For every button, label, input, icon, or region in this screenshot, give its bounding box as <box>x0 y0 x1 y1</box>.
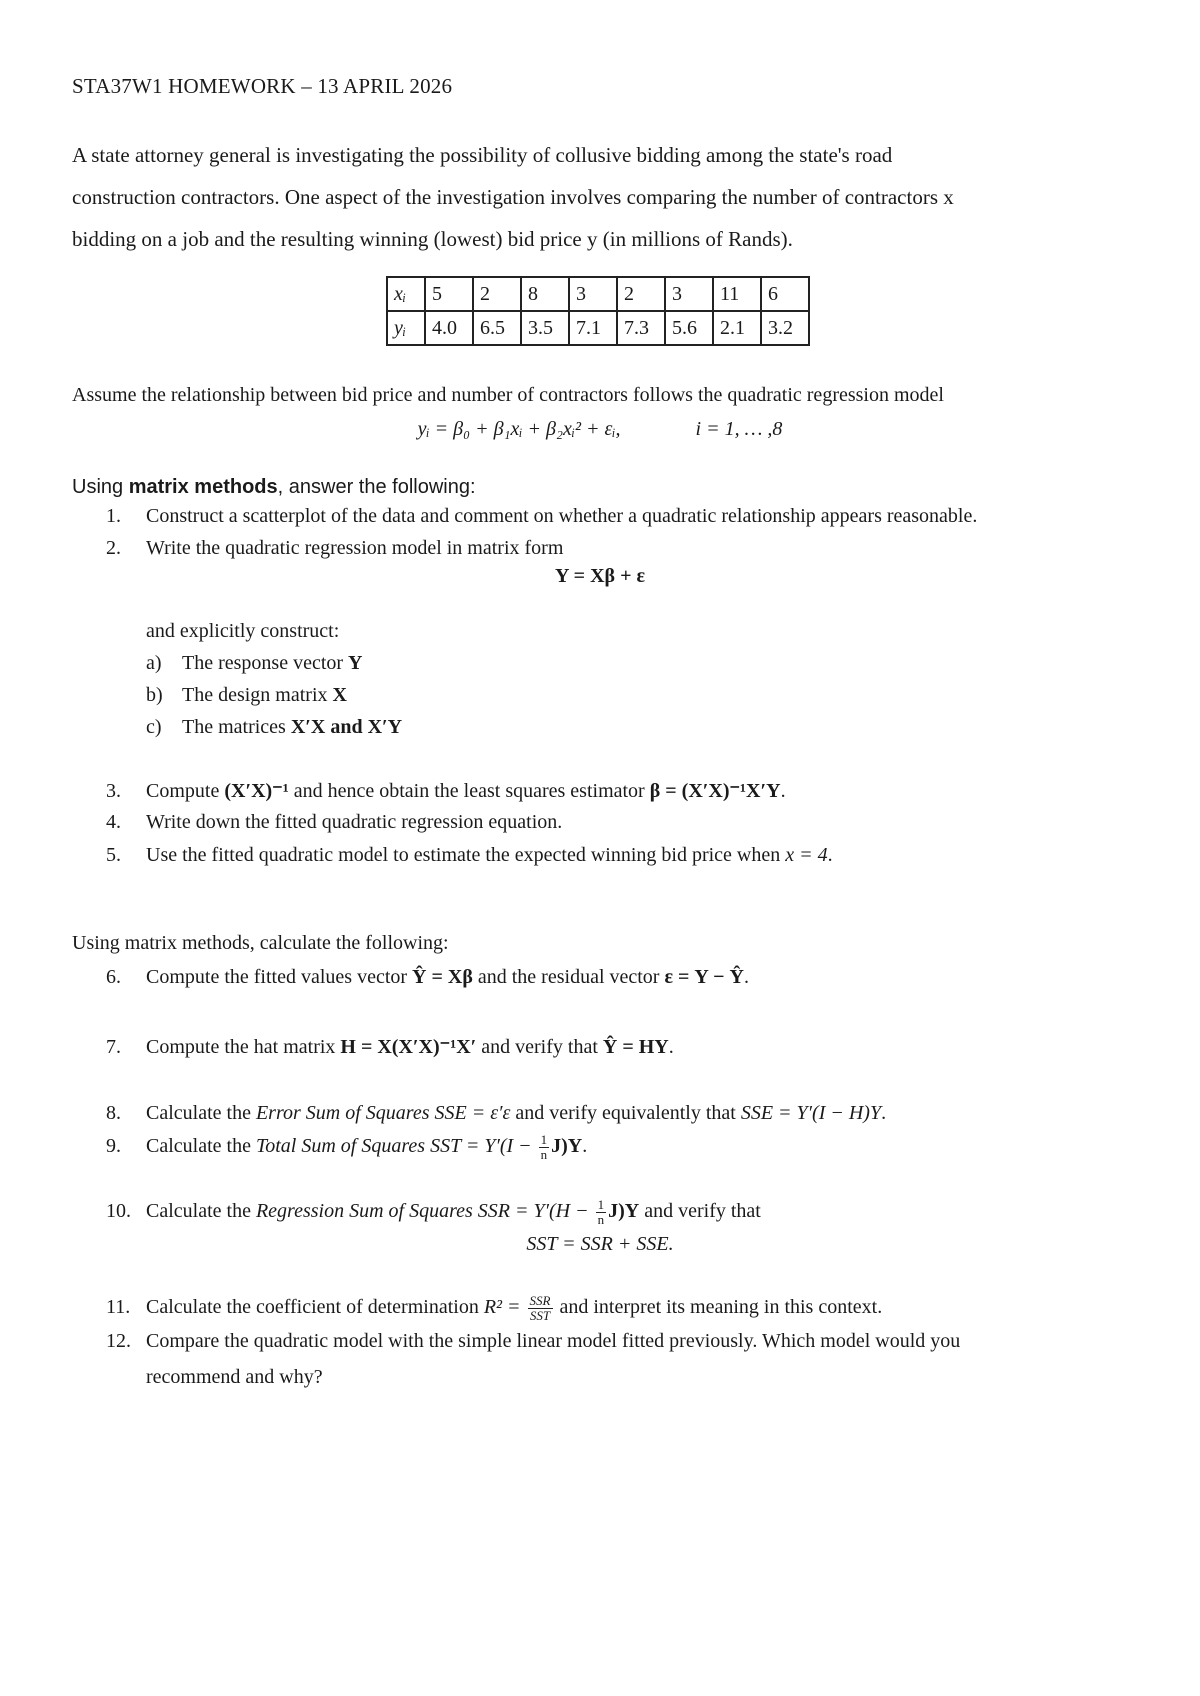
subpart-letter: c) <box>146 716 162 738</box>
question-text: Compute <box>146 780 225 802</box>
fraction-bottom: n <box>540 1147 548 1162</box>
question-text: . <box>780 780 786 802</box>
table-row-y <box>387 311 809 345</box>
question-4 <box>106 811 562 834</box>
table-row-x <box>387 277 809 311</box>
intro-line: bidding on a job and the resulting winning (lowest) bid price y (in millions of Rands). <box>72 227 793 251</box>
table-cell: 3.2 <box>761 311 809 345</box>
subpart-a <box>146 652 363 675</box>
question-2 <box>106 537 563 560</box>
section-a-tail: , answer the following: <box>277 476 476 498</box>
fraction-bottom: SST <box>529 1308 551 1323</box>
question-text: . <box>743 966 749 988</box>
intro-line: construction contractors. One aspect of the investigation involves comparing the number of contractors x <box>72 185 954 209</box>
math-ssr-tail: J)Y <box>608 1200 640 1223</box>
question-number: 7. <box>106 1036 121 1058</box>
question-text: . <box>881 1102 887 1124</box>
question-text: and the residual vector <box>472 966 665 988</box>
table-cell: 2 <box>473 277 521 311</box>
table-cell: 7.1 <box>569 311 617 345</box>
table-cell: 6.5 <box>473 311 521 345</box>
subpart-symbol: Y <box>348 652 363 674</box>
question-number: 1. <box>106 505 121 527</box>
question-number: 3. <box>106 780 121 802</box>
sum-of-squares-identity: SST = SSR + SSE. <box>526 1233 674 1255</box>
subpart-letter: a) <box>146 652 162 674</box>
question-number: 10. <box>106 1200 131 1223</box>
math-hat-matrix: H = X(X′X)⁻¹X′ <box>340 1036 477 1058</box>
question-11 <box>106 1294 882 1323</box>
question-text: Calculate the <box>146 1200 256 1223</box>
question-text: . <box>668 1036 674 1058</box>
question-10 <box>106 1198 761 1227</box>
math-sse: SSE = ε′ε <box>429 1102 511 1124</box>
subpart-symbol: X′X and X′Y <box>290 716 403 738</box>
question-3 <box>106 778 786 803</box>
question-8 <box>106 1102 886 1125</box>
question-text: Calculate the <box>146 1102 256 1124</box>
question-text: and verify that <box>639 1200 761 1223</box>
section-b-heading: Using matrix methods, calculate the following: <box>72 932 449 954</box>
document-title: STA37W1 HOMEWORK – 13 APRIL 2026 <box>72 74 453 98</box>
table-cell: 3 <box>569 277 617 311</box>
question-text: Compare the quadratic model with the simple linear model fitted previously. Which model would you <box>146 1330 961 1352</box>
math-hy: Ŷ = HY <box>602 1036 669 1058</box>
model-assumption: Assume the relationship between bid price and number of contractors follows the quadratic regression model <box>72 384 944 406</box>
question-1 <box>106 505 977 528</box>
table-cell: 6 <box>761 277 809 311</box>
question-text: and interpret its meaning in this context. <box>554 1296 883 1319</box>
math-sst: SST = Y′(I − <box>425 1135 537 1158</box>
question-text: Use the fitted quadratic model to estimate the expected winning bid price when <box>146 844 786 866</box>
fraction-top: 1 <box>540 1132 548 1147</box>
question-text: Write the quadratic regression model in matrix form <box>146 537 564 559</box>
matrix-form-equation: Y = Xβ + ε <box>554 565 646 587</box>
section-a-lead: Using <box>72 476 129 498</box>
model-equation <box>0 418 1200 441</box>
math-inverse: (X′X)⁻¹ <box>224 780 289 802</box>
question-text: . <box>827 844 833 866</box>
table-cell: 3.5 <box>521 311 569 345</box>
question-text: and hence obtain the least squares estimator <box>288 780 650 802</box>
question-text: Calculate the <box>146 1135 256 1158</box>
data-table <box>386 276 810 346</box>
math-sst-tail: J)Y <box>551 1135 583 1158</box>
model-index: i = 1, … ,8 <box>695 418 783 440</box>
math-ssr: SSR = Y′(H − <box>472 1200 594 1223</box>
term-italic: Total Sum of Squares <box>255 1135 426 1158</box>
table-cell: 8 <box>521 277 569 311</box>
section-a-bold: matrix methods <box>128 476 278 498</box>
x-header-cell: xᵢ <box>387 277 425 311</box>
table-cell: 3 <box>665 277 713 311</box>
model-formula: yᵢ = β₀ + β₁xᵢ + β₂xᵢ² + εᵢ, <box>417 418 621 440</box>
question-text: . <box>582 1135 588 1158</box>
question-6 <box>106 966 749 989</box>
subpart-symbol: X <box>332 684 347 706</box>
table-cell: 11 <box>713 277 761 311</box>
table-cell: 4.0 <box>425 311 473 345</box>
table-cell: 5.6 <box>665 311 713 345</box>
question-text: and verify equivalently that <box>510 1102 741 1124</box>
math-estimator: β = (X′X)⁻¹X′Y <box>649 780 781 802</box>
y-header-cell: yᵢ <box>387 311 425 345</box>
math-residual: ε = Y − Ŷ <box>664 966 744 988</box>
math-x-value: x = 4 <box>785 844 828 866</box>
table-cell: 7.3 <box>617 311 665 345</box>
subpart-text: The matrices <box>182 716 291 738</box>
question-text: Compute the fitted values vector <box>146 966 413 988</box>
question-number: 6. <box>106 966 121 988</box>
section-a-heading <box>72 476 476 499</box>
question-number: 8. <box>106 1102 121 1124</box>
term-italic: Error Sum of Squares <box>255 1102 430 1124</box>
fraction-top: 1 <box>597 1197 605 1212</box>
fraction <box>539 1133 550 1162</box>
construct-lead: and explicitly construct: <box>146 620 340 642</box>
question-9 <box>106 1133 587 1162</box>
subpart-c <box>146 716 402 739</box>
subpart-text: The response vector <box>182 652 349 674</box>
fraction-top: SSR <box>529 1293 551 1308</box>
question-7 <box>106 1034 674 1059</box>
fraction <box>596 1198 607 1227</box>
table-cell: 5 <box>425 277 473 311</box>
term-italic: Regression Sum of Squares <box>255 1200 473 1223</box>
question-12 <box>106 1330 960 1353</box>
question-5 <box>106 844 833 867</box>
intro-line: A state attorney general is investigating the possibility of collusive bidding among the state's road <box>72 143 893 167</box>
table-cell: 2 <box>617 277 665 311</box>
question-text: and verify that <box>476 1036 603 1058</box>
question-number: 9. <box>106 1135 121 1158</box>
question-text: Compute the hat matrix <box>146 1036 341 1058</box>
question-text: Calculate the coefficient of determination <box>146 1296 484 1319</box>
fraction <box>528 1294 553 1323</box>
subpart-b <box>146 684 347 707</box>
subpart-letter: b) <box>146 684 163 706</box>
math-sse-alt: SSE = Y′(I − H)Y <box>740 1102 882 1124</box>
question-number: 4. <box>106 811 121 833</box>
table-cell: 2.1 <box>713 311 761 345</box>
question-text: Write down the fitted quadratic regression equation. <box>146 811 563 833</box>
question-number: 2. <box>106 537 121 559</box>
question-number: 12. <box>106 1330 131 1352</box>
intro-paragraph <box>72 134 1132 260</box>
question-text: Construct a scatterplot of the data and comment on whether a quadratic relationship appears reasonable. <box>146 505 978 527</box>
fraction-bottom: n <box>597 1212 605 1227</box>
math-fitted: Ŷ = Xβ <box>412 966 473 988</box>
math-r-squared: R² = <box>483 1296 526 1319</box>
question-number: 11. <box>106 1296 131 1319</box>
question-12-continuation: recommend and why? <box>146 1366 323 1388</box>
question-number: 5. <box>106 844 121 866</box>
subpart-text: The design matrix <box>182 684 333 706</box>
